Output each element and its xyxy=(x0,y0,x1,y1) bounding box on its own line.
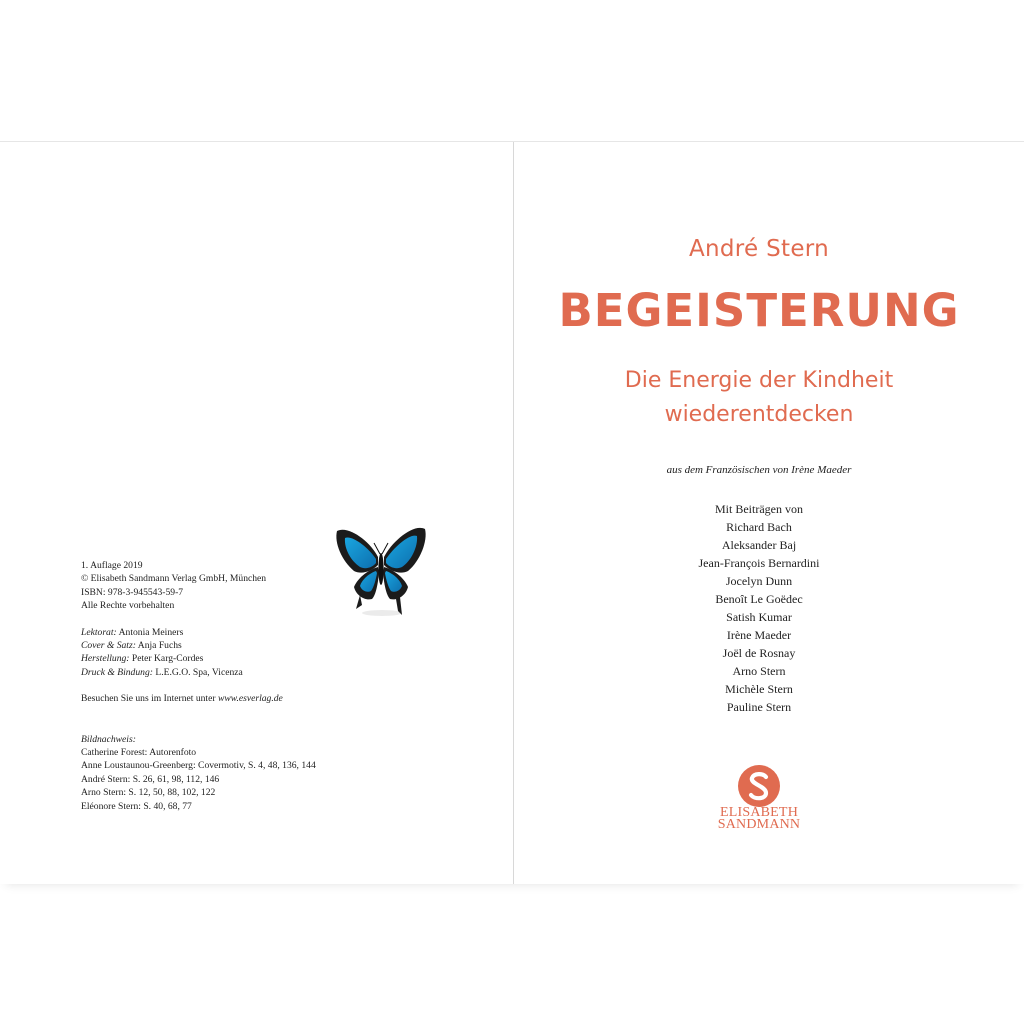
credit-line xyxy=(81,626,381,639)
subtitle-line: Die Energie der Kindheit xyxy=(624,368,894,393)
book-subtitle xyxy=(514,364,1004,432)
translator-credit: aus dem Französischen von Irène Maeder xyxy=(666,464,852,476)
picture-credit-line: André Stern: S. 26, 61, 98, 112, 146 xyxy=(81,773,220,785)
contributor-name: Joël de Rosnay xyxy=(722,646,796,660)
contributors-list xyxy=(514,500,1004,716)
contributor-name: Satish Kumar xyxy=(726,610,792,624)
contributor-name: Irène Maeder xyxy=(726,628,792,642)
picture-credit-line: Arno Stern: S. 12, 50, 88, 102, 122 xyxy=(81,787,216,799)
picture-credit-line: Anne Loustaunou-Greenberg: Covermotiv, S. 4, 48, 136, 144 xyxy=(81,760,316,772)
publisher-logo xyxy=(514,764,1004,832)
credit-role: Cover & Satz: xyxy=(81,640,136,652)
copyright-text: © Elisabeth Sandmann Verlag GmbH, München xyxy=(81,573,267,585)
credit-name: L.E.G.O. Spa, Vicenza xyxy=(152,666,243,678)
contributor-name: Richard Bach xyxy=(726,520,792,534)
credit-name: Anja Fuchs xyxy=(135,640,182,652)
website-line xyxy=(81,692,381,705)
publisher-s-icon xyxy=(737,764,781,808)
credit-line xyxy=(81,652,381,665)
contributor-name: Pauline Stern xyxy=(726,700,792,714)
picture-credit-line: Catherine Forest: Autorenfoto xyxy=(81,747,197,759)
credit-name: Peter Karg-Cordes xyxy=(129,653,204,665)
contributor-name: Jean-François Bernardini xyxy=(698,556,820,570)
publisher-name-line: ELISABETH xyxy=(719,805,798,820)
right-page xyxy=(514,142,1024,884)
credit-line xyxy=(81,666,381,679)
isbn-text: ISBN: 978-3-945543-59-7 xyxy=(81,586,184,598)
contributors-heading: Mit Beiträgen von xyxy=(715,502,803,516)
contributor-name: Benoît Le Goëdec xyxy=(715,592,803,606)
subtitle-line: wiederentdecken xyxy=(664,402,854,427)
author-name: André Stern xyxy=(688,236,830,262)
credit-role: Lektorat: xyxy=(81,626,117,638)
imprint-block xyxy=(81,559,381,813)
left-page xyxy=(0,142,513,884)
website-prefix: Besuchen Sie uns im Internet unter xyxy=(81,693,218,705)
contributor-name: Aleksander Baj xyxy=(721,538,797,552)
publisher-name-line: SANDMANN xyxy=(717,817,801,832)
contributor-name: Michèle Stern xyxy=(725,682,793,696)
credit-line xyxy=(81,639,381,652)
picture-credit-line: Eléonore Stern: S. 40, 68, 77 xyxy=(81,800,192,812)
contributor-name: Arno Stern xyxy=(732,664,786,678)
credit-role: Herstellung: xyxy=(81,653,130,665)
book-title: BEGEISTERUNG xyxy=(558,284,960,337)
book-spread xyxy=(0,141,1024,884)
credit-role: Druck & Bindung: xyxy=(81,666,153,678)
credit-name: Antonia Meiners xyxy=(116,626,184,638)
edition-text: 1. Auflage 2019 xyxy=(81,560,143,571)
picture-credits-heading: Bildnachweis: xyxy=(81,733,136,745)
rights-text: Alle Rechte vorbehalten xyxy=(81,600,175,612)
contributor-name: Jocelyn Dunn xyxy=(725,574,793,588)
website-link[interactable]: www.esverlag.de xyxy=(217,693,283,705)
